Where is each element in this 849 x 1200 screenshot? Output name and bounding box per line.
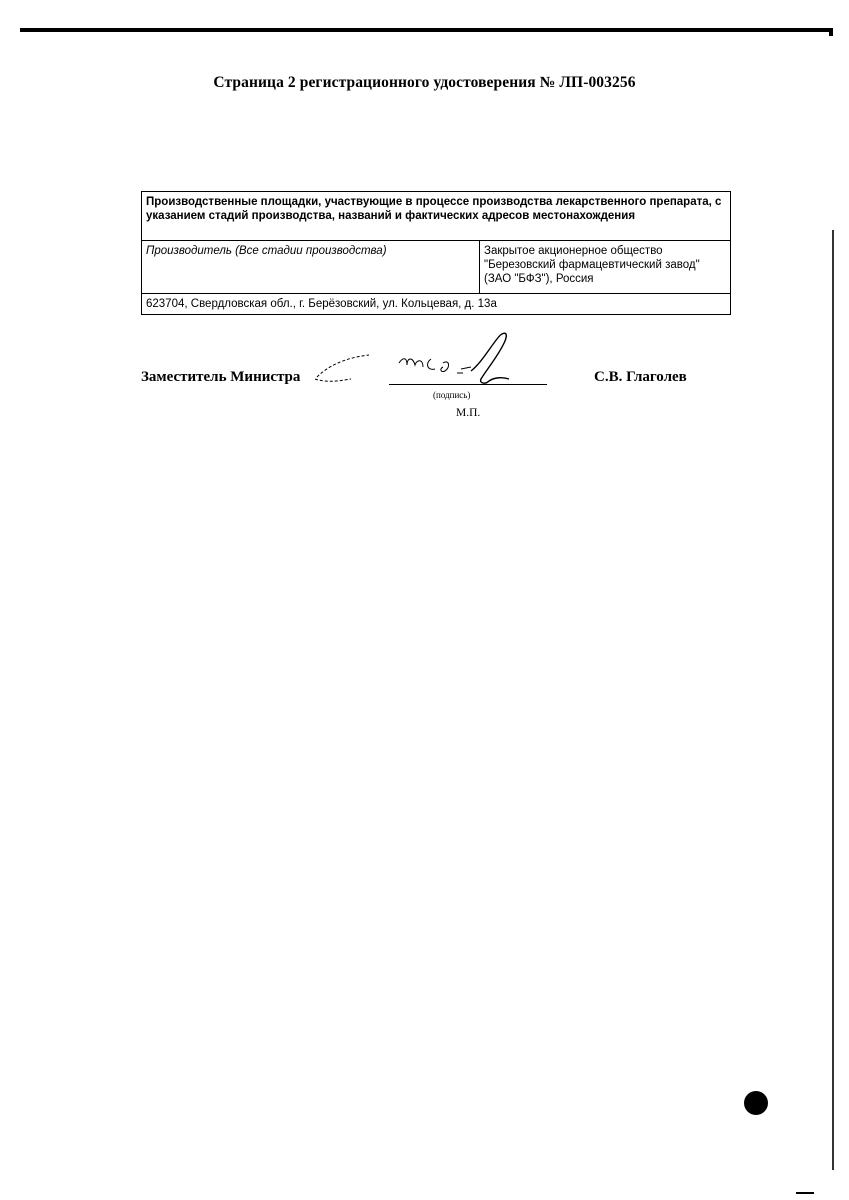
- top-border-corner: [829, 28, 833, 36]
- signature-line: [389, 384, 547, 385]
- company-line: "Березовский фармацевтический завод": [484, 259, 700, 271]
- address-cell: 623704, Свердловская обл., г. Берёзовский, ул. Кольцевая, д. 13а: [142, 294, 731, 315]
- signatory-name: С.В. Глаголев: [594, 369, 687, 385]
- top-border-line: [20, 28, 833, 32]
- stamp-place-mark: М.П.: [456, 407, 481, 419]
- table-row: [142, 241, 731, 294]
- hole-punch-dot-icon: [744, 1091, 768, 1115]
- right-page-edge-line: [832, 230, 834, 1170]
- manufacturer-role-cell: Производитель (Все стадии производства): [142, 241, 480, 294]
- bottom-edge-mark: [796, 1192, 814, 1194]
- table-header-cell: Производственные площадки, участвующие в процессе производства лекарственного препарата, с указанием стадий производства, названий и фактических адресов местонахождения: [142, 192, 731, 241]
- company-cell: [480, 241, 731, 294]
- signature-caption: (подпись): [433, 390, 471, 400]
- table-header-row: [142, 192, 731, 241]
- company-line: Закрытое акционерное общество: [484, 245, 663, 257]
- signatory-position: Заместитель Министра: [141, 369, 301, 385]
- table-row: [142, 294, 731, 315]
- company-line: (ЗАО "БФЗ"), Россия: [484, 273, 594, 285]
- production-sites-table: [141, 191, 731, 315]
- page-title: Страница 2 регистрационного удостоверения № ЛП-003256: [213, 74, 636, 91]
- handwritten-signature-icon: [311, 329, 551, 391]
